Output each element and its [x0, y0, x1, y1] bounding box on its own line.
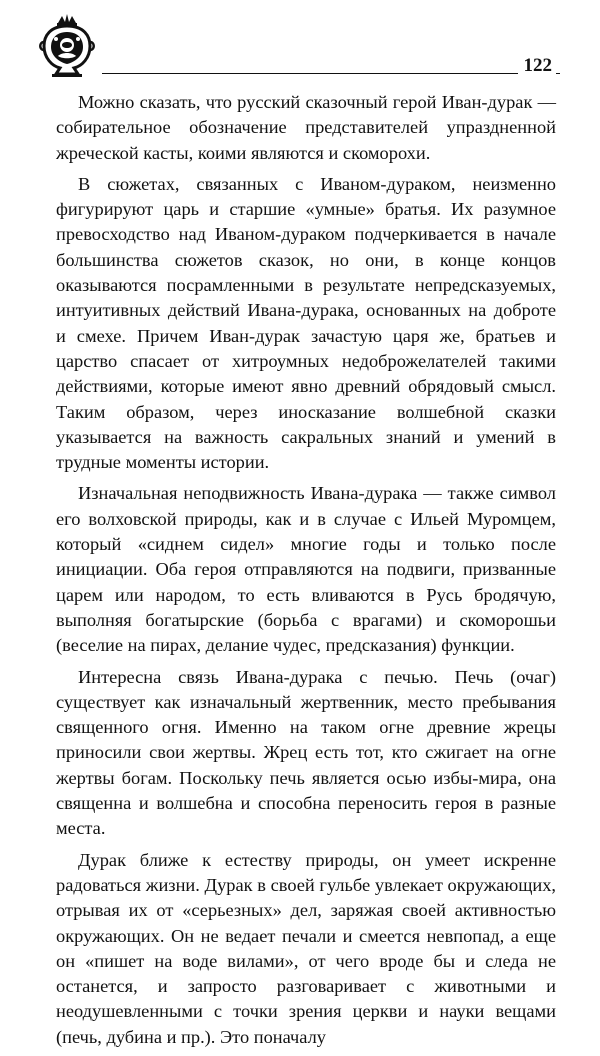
paragraph: Интересна связь Ивана-дурака с печью. Печь (очаг) существует как изначальный жертвенник, место пребывания священного огня. Именно на таком огне древние жрецы приносили свои жертвы. Жрец есть тот, кто сжигает на огне жертвы богам. Поскольку печь является осью избы-мира, она священна и волшебна и способна переносить героя в разные места.: [56, 666, 556, 839]
ornament-emblem-icon: [38, 12, 96, 78]
paragraph: Изначальная неподвижность Ивана-дурака — также символ его волховской природы, как и в случае с Ильей Муромцем, который «сиднем сидел» многие годы и только после инициации. Оба героя отправляются на подвиги, призванные царем или народом, то есть вливаются в Русь бродячую, выполняя богатырские (борьба с врагами) и скоморошьи (веселие на пирах, делание чудес, предсказания) функции.: [56, 483, 556, 656]
body-text: [56, 90, 556, 1056]
page-header: [0, 0, 600, 90]
paragraph: Можно сказать, что русский сказочный герой Иван-дурак — собирательное обозначение представителей упраздненной жреческой касты, коими являются и скоморохи.: [56, 92, 556, 163]
header-rule: [102, 73, 560, 74]
paragraph: Дурак ближе к естеству природы, он умеет искренне радоваться жизни. Дурак в своей гульбе увлекает окружающих, отрывая их от «серьезных» дел, заряжая своей активностью окружающих. Он не ведает печали и смеется невпопад, а еще он «пишет на воде вилами», от чего вроде бы и следа не останется, и запросто разговаривает с животными и неодушевленными с точки зрения церкви и науки вещами (печь, дубина и пр.). Это поначалу: [56, 849, 556, 1047]
page-number: 122: [518, 56, 557, 76]
paragraph: В сюжетах, связанных с Иваном-дураком, неизменно фигурируют царь и старшие «умные» братья. Их разумное превосходство над Иваном-дураком подчеркивается в начале большинства сюжетов сказок, но они, в конце концов оказываются посрамленными в результате непредсказуемых, интуитивных действий Ивана-дурака, основанных на доброте и смехе. Причем Иван-дурак зачастую царя же, братьев и царство спасает от хитроумных недоброжелателей такими действиями, которые имеют явно древний обрядовый смысл. Таким образом, через иносказание волшебной сказки указывается на важность сакральных знаний и умений в трудные моменты истории.: [56, 173, 556, 473]
